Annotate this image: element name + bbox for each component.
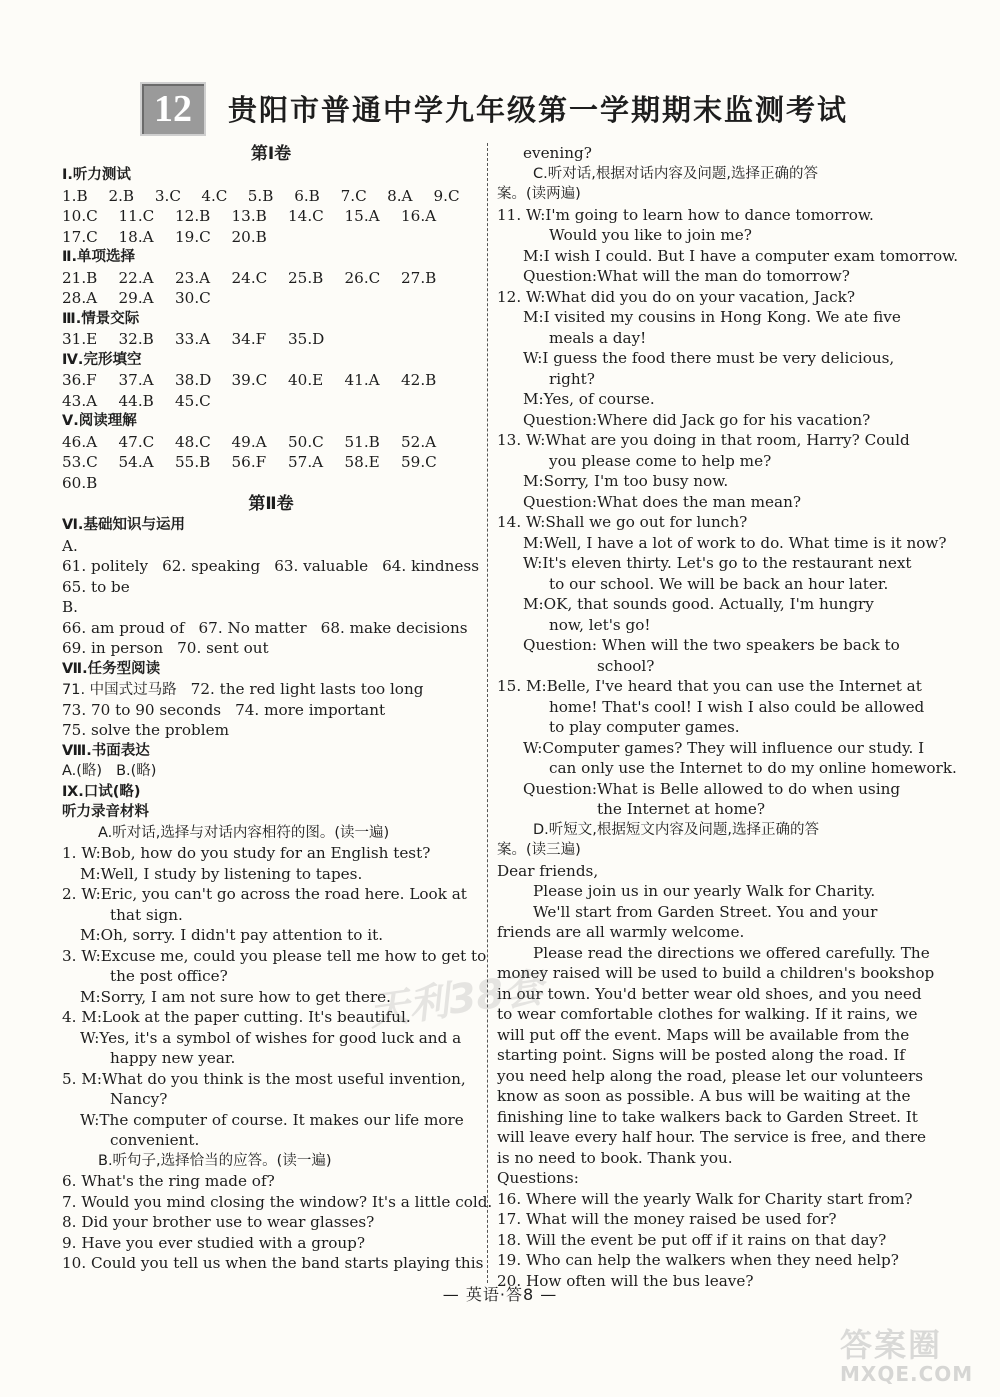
listening-part-heading: 案。(读两遍) — [497, 186, 581, 202]
dialogue-line: M:Sorry, I'm too busy now. — [523, 472, 729, 490]
question-line: Question:Where did Jack go for his vacation? — [523, 410, 871, 429]
dialogue-line: 13. W:What are you doing in that room, Harry? Could — [497, 431, 910, 449]
answer-row: 1.B 2.B 3.C 4.C 5.B 6.B 7.C 8.A 9.C — [62, 186, 460, 205]
dialogue-line: you please come to help me? — [549, 451, 772, 470]
question-item: 17. What will the money raised be used for? — [497, 1210, 837, 1228]
answer-row: 36.F 37.A 38.D 39.C 40.E 41.A 42.B — [62, 371, 437, 389]
sentence-item: 7. Would you mind closing the window? It's a little cold. — [62, 1192, 493, 1211]
question-item: 16. Where will the yearly Walk for Charity start from? — [497, 1189, 913, 1208]
passage-line: know as soon as possible. A bus will be waiting at the — [497, 1087, 911, 1105]
listening-part-heading: D.听短文,根据短文内容及问题,选择正确的答 — [533, 821, 819, 838]
answer-row: 71. 中国式过马路 72. the red light lasts too long — [62, 680, 424, 698]
dialogue-line: M:OK, that sounds good. Actually, I'm hungry — [523, 595, 874, 613]
passage-line: is no need to book. Thank you. — [497, 1148, 733, 1167]
answer-row: 17.C 18.A 19.C 20.B — [62, 227, 267, 246]
passage-line: finishing line to take walkers back to Garden Street. It — [497, 1107, 918, 1126]
part-1-heading: 第Ⅰ卷 — [250, 144, 292, 164]
dialogue-line: M:Sorry, I am not sure how to get there. — [80, 987, 391, 1006]
dialogue-line: M:I wish I could. But I have a computer exam tomorrow. — [523, 246, 959, 265]
column-divider — [487, 143, 488, 1283]
dialogue-line: Would you like to join me? — [549, 226, 752, 244]
question-line: school? — [597, 656, 655, 675]
part-2-heading: 第Ⅱ卷 — [248, 494, 294, 514]
answer-row: 73. 70 to 90 seconds 74. more important — [62, 700, 386, 719]
sentence-item: 8. Did your brother use to wear glasses? — [62, 1213, 375, 1231]
dialogue-line: M:Well, I study by listening to tapes. — [80, 864, 363, 883]
question-item: 20. How often will the bus leave? — [497, 1271, 754, 1290]
right-column — [497, 143, 959, 1291]
listening-part-heading: B.听句子,选择恰当的应答。(读一遍) — [98, 1152, 332, 1169]
passage-line: money raised will be used to build a children's bookshop — [497, 964, 935, 982]
section-heading: Ⅲ.情景交际 — [62, 310, 140, 327]
answer-row: 60.B — [62, 473, 98, 492]
question-line: Question:What does the man mean? — [523, 492, 802, 511]
dialogue-line: meals a day! — [549, 328, 647, 347]
answer-row: 66. am proud of 67. No matter 68. make decisions — [62, 618, 468, 637]
subpart-label: B. — [62, 598, 78, 616]
dialogue-line: 1. W:Bob, how do you study for an English test? — [62, 844, 431, 862]
section-heading: Ⅵ.基础知识与运用 — [62, 517, 185, 533]
dialogue-line: happy new year. — [110, 1049, 236, 1067]
section-heading: Ⅸ.口试(略) — [62, 783, 141, 800]
answer-row: 21.B 22.A 23.A 24.C 25.B 26.C 27.B — [62, 268, 437, 287]
dialogue-line: 11. W:I'm going to learn how to dance tomorrow. — [497, 205, 874, 224]
answer-row: 65. to be — [62, 577, 130, 596]
dialogue-line: W:The computer of course. It makes our life more — [80, 1110, 464, 1129]
watermark-corner-logo: 答案圈 — [840, 1326, 943, 1364]
watermark-corner-url: MXQE.COM — [840, 1362, 974, 1386]
dialogue-line: can only use the Internet to do my online homework. — [549, 759, 957, 777]
question-line: Question:What is Belle allowed to do when using — [523, 779, 901, 798]
subpart-label: A. — [62, 536, 78, 555]
passage-line: you need help along the road, please let our volunteers — [497, 1066, 924, 1085]
dialogue-line: Nancy? — [110, 1090, 168, 1108]
dialogue-line: 2. W:Eric, you can't go across the road here. Look at — [62, 885, 467, 903]
question-line: the Internet at home? — [597, 800, 765, 818]
answer-row: 69. in person 70. sent out — [62, 639, 269, 657]
dialogue-line: M:Yes, of course. — [523, 390, 655, 408]
dialogue-line: 12. W:What did you do on your vacation, Jack? — [497, 287, 855, 306]
passage-line: starting point. Signs will be posted along the road. If — [497, 1046, 905, 1064]
questions-heading: Questions: — [497, 1169, 579, 1187]
question-line: Question: When will the two speakers be back to — [523, 636, 900, 654]
dialogue-line: right? — [549, 369, 595, 388]
section-heading: Ⅶ.任务型阅读 — [62, 660, 161, 677]
passage-line: will leave every half hour. The service is free, and there — [497, 1128, 927, 1146]
dialogue-line: M:Well, I have a lot of work to do. What time is it now? — [523, 533, 947, 552]
sentence-item: 6. What's the ring made of? — [62, 1172, 275, 1190]
dialogue-line: 14. W:Shall we go out for lunch? — [497, 513, 748, 531]
section-heading: 听力录音材料 — [62, 804, 149, 820]
answer-row: 28.A 29.A 30.C — [62, 289, 211, 307]
exam-number-badge: 12 — [140, 82, 206, 136]
answer-row: 43.A 44.B 45.C — [62, 391, 211, 410]
dialogue-line: W:I guess the food there must be very delicious, — [523, 349, 895, 367]
answer-row: 46.A 47.C 48.C 49.A 50.C 51.B 52.A — [62, 432, 437, 451]
listening-part-heading: C.听对话,根据对话内容及问题,选择正确的答 — [533, 165, 818, 182]
section-heading: Ⅱ.单项选择 — [62, 249, 136, 265]
dialogue-line: M:Oh, sorry. I didn't pay attention to it. — [80, 926, 384, 944]
answer-row: 10.C 11.C 12.B 13.B 14.C 15.A 16.A — [62, 207, 437, 225]
dialogue-line: 3. W:Excuse me, could you please tell me how to get to — [62, 946, 487, 965]
answer-row: 31.E 32.B 33.A 34.F 35.D — [62, 330, 325, 348]
listening-part-heading: A.听对话,选择与对话内容相符的图。(读一遍) — [98, 824, 390, 841]
answer-row: 53.C 54.A 55.B 56.F 57.A 58.E 59.C — [62, 453, 437, 471]
answer-row: A.(略) B.(略) — [62, 763, 157, 779]
passage-line: to wear comfortable clothes for walking. If it rains, we — [497, 1005, 918, 1023]
dialogue-line: now, let's go! — [549, 615, 651, 634]
dialogue-line: to play computer games. — [549, 718, 740, 736]
dialogue-line: 15. M:Belle, I've heard that you can use the Internet at — [497, 677, 922, 695]
passage-greeting: Dear friends, — [497, 861, 599, 880]
passage-line: Please join us in our yearly Walk for Charity. — [533, 882, 876, 900]
page-footer: — 英语·答8 — — [442, 1285, 558, 1304]
passage-line: will put off the event. Maps will be available from the — [497, 1025, 910, 1044]
dialogue-line: W:It's eleven thirty. Let's go to the restaurant next — [523, 554, 912, 572]
dialogue-line: to our school. We will be back an hour later. — [549, 574, 889, 593]
dialogue-line: W:Yes, it's a symbol of wishes for good luck and a — [80, 1028, 462, 1047]
sentence-item: 9. Have you ever studied with a group? — [62, 1233, 366, 1252]
passage-line: friends are all warmly welcome. — [497, 923, 745, 941]
question-item: 19. Who can help the walkers when they need help? — [497, 1251, 899, 1269]
question-item: 18. Will the event be put off if it rains on that day? — [497, 1230, 887, 1249]
watermark-center: 天利38套 — [366, 964, 547, 1035]
sentence-item-continued: evening? — [523, 144, 592, 162]
section-heading: Ⅴ.阅读理解 — [62, 413, 137, 429]
dialogue-line: M:I visited my cousins in Hong Kong. We ate five — [523, 308, 901, 326]
section-heading: Ⅷ.书面表达 — [62, 742, 150, 759]
watermark-corner — [840, 1320, 980, 1390]
passage-line: We'll start from Garden Street. You and your — [533, 902, 878, 921]
dialogue-line: 4. M:Look at the paper cutting. It's beautiful. — [62, 1008, 411, 1026]
answer-row: 61. politely 62. speaking 63. valuable 64. kindness — [62, 557, 479, 575]
dialogue-line: that sign. — [110, 905, 183, 924]
question-line: Question:What will the man do tomorrow? — [523, 267, 850, 285]
dialogue-line: the post office? — [110, 967, 228, 985]
dialogue-line: home! That's cool! I wish I also could be allowed — [549, 697, 925, 716]
dialogue-line: convenient. — [110, 1131, 200, 1149]
sentence-item: 10. Could you tell us when the band starts playing this — [62, 1254, 484, 1272]
page-header — [140, 82, 860, 138]
dialogue-line: W:Computer games? They will influence our study. I — [523, 738, 925, 757]
page-title: 贵阳市普通中学九年级第一学期期末监测考试 — [228, 93, 849, 127]
dialogue-line: 5. M:What do you think is the most useful invention, — [62, 1069, 466, 1088]
passage-line: Please read the directions we offered carefully. The — [533, 943, 930, 962]
passage-line: in our town. You'd better wear old shoes, and you need — [497, 984, 922, 1003]
left-column — [62, 143, 493, 1274]
answer-row: 75. solve the problem — [62, 721, 229, 739]
section-heading: Ⅳ.完形填空 — [62, 351, 142, 368]
section-heading: Ⅰ.听力测试 — [62, 167, 131, 183]
listening-part-heading: 案。(读三遍) — [497, 842, 581, 858]
